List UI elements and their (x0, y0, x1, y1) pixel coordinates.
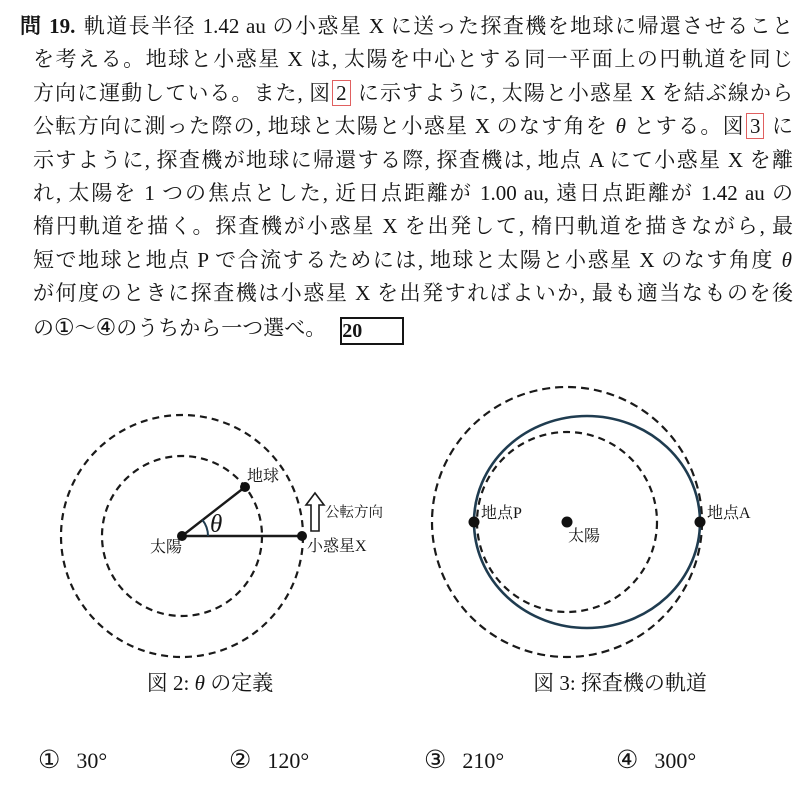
text-segment: 楕円軌道を描く。探査機が小惑星 X を出発して, 楕円軌道を描きながら, 最 (33, 214, 793, 239)
figure2-caption (20, 667, 400, 697)
point-p-label: 地点P (481, 505, 522, 522)
revolution-direction-label: 公転方向 (325, 505, 383, 521)
question-line (20, 10, 794, 43)
figure-reference-link[interactable]: 3 (746, 113, 765, 139)
figure3-probe-orbit-diagram (420, 380, 800, 670)
choice-option-2 (229, 746, 309, 776)
choice-2-value: 120° (267, 748, 310, 773)
choice-4-marker: ④ (616, 747, 639, 774)
question-number-label: 問 19. (20, 14, 76, 38)
figure-reference-link[interactable]: 2 (332, 80, 351, 106)
question-line (33, 311, 793, 344)
theta-symbol: θ (615, 114, 626, 139)
text-segment: のうちから一つ選べ。 (116, 315, 327, 340)
earth-label: 地球 (247, 468, 280, 485)
theta-symbol-label: θ (210, 511, 223, 538)
text-segment: に (765, 114, 794, 139)
choice-4-value: 300° (654, 748, 697, 773)
figure3-caption: 図 3: 探査機の軌道 (533, 671, 707, 695)
text-segment: を考える。地球と小惑星 X は, 太陽を中心とする同一平面上の円軌道を同じ (33, 47, 793, 72)
theta-angle-arc (202, 520, 208, 536)
text-segment: 示すように, 探査機が地球に帰還する際, 探査機は, 地点 A にて小惑星 X を離 (33, 147, 793, 172)
text-segment: に示すように, 太陽と小惑星 X を結ぶ線から (351, 80, 794, 105)
figure2-caption-prefix: 図 2: (146, 671, 195, 695)
figure2-caption-suffix: の定義 (204, 671, 274, 695)
revolution-direction-arrow-icon (306, 493, 324, 531)
point-a-dot (695, 517, 706, 528)
sun-label-fig2: 太陽 (150, 539, 183, 556)
asteroid-x-dot (297, 531, 307, 541)
text-segment: 短で地球と地点 P で合流するためには, 地球と太陽と小惑星 X のなす角度 (33, 247, 781, 272)
question-line (33, 144, 793, 177)
circled-number: ① (54, 314, 75, 340)
circled-number: ④ (95, 314, 117, 340)
question-line (33, 43, 793, 76)
theta-symbol: θ (781, 247, 792, 272)
choice-1-value: 30° (76, 748, 108, 773)
choice-3-value: 210° (462, 748, 505, 773)
figure2-caption-theta: θ (194, 671, 205, 695)
question-line (33, 244, 793, 277)
text-segment: 軌道長半径 1.42 au の小惑星 X に送った探査機を地球に帰還させること (82, 14, 794, 38)
text-segment: ～ (74, 315, 96, 340)
choice-3-marker: ③ (424, 747, 447, 774)
choice-2-marker: ② (229, 747, 252, 774)
text-segment: れ, 太陽を 1 つの焦点とした, 近日点距離が 1.00 au, 遠日点距離が 1.42 au の (33, 180, 793, 205)
text-segment: が何度のときに探査機は小惑星 X を出発すればよいか, 最も適当なものを後 (33, 281, 793, 306)
question-line (33, 77, 793, 110)
choice-option-3 (424, 746, 504, 776)
asteroid-x-label: 小惑星X (307, 538, 367, 555)
choice-1-marker: ① (38, 747, 61, 774)
text-segment: の (33, 315, 54, 340)
choice-option-4 (616, 746, 696, 776)
answer-number-box: 20 (340, 317, 404, 345)
question-line (33, 210, 793, 243)
sun-dot-fig3 (562, 517, 573, 528)
question-line (33, 277, 793, 310)
text-segment: とする。図 (626, 114, 745, 139)
text-segment: 方向に運動している。また, 図 (33, 80, 332, 105)
text-segment: 公転方向に測った際の, 地球と太陽と小惑星 X のなす角を (33, 114, 615, 139)
choice-option-1 (38, 746, 107, 776)
figure2-theta-definition-diagram (20, 392, 400, 682)
transfer-ellipse-orbit (474, 416, 700, 628)
point-a-label: 地点A (707, 505, 751, 522)
sun-label-fig3: 太陽 (568, 528, 601, 545)
question-line (33, 177, 793, 210)
point-p-dot (469, 517, 480, 528)
question-line (33, 110, 793, 143)
question-paragraph (20, 10, 794, 344)
